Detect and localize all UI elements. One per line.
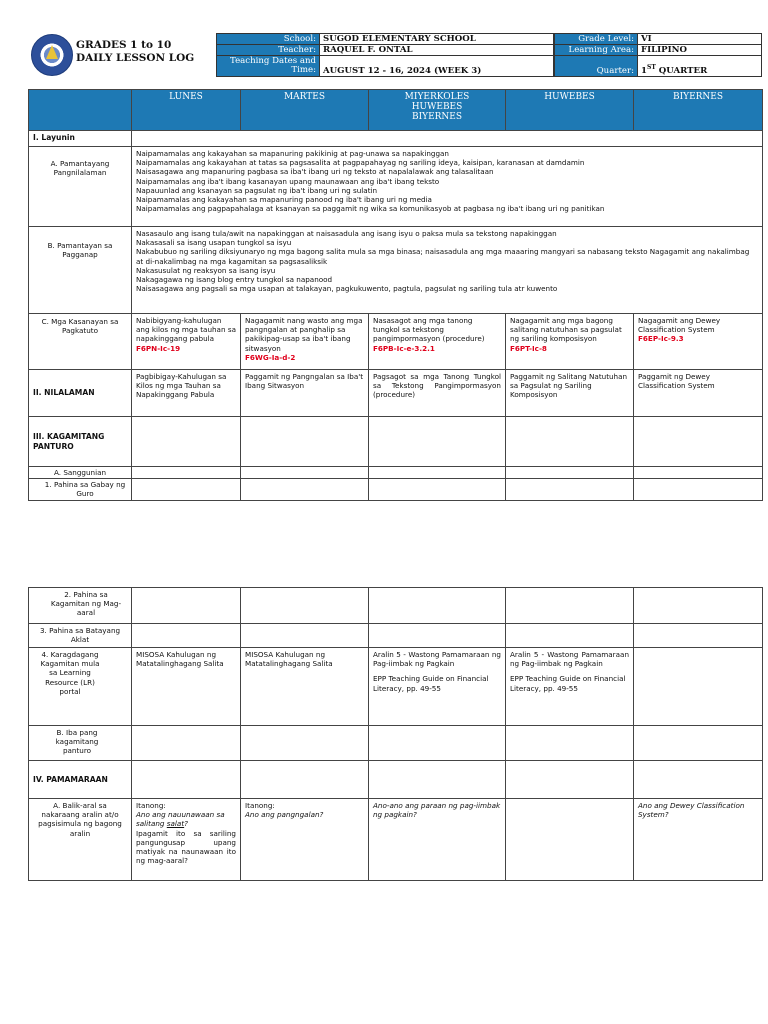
competency-code: F6PT-Ic-8 [510,343,547,353]
competency-code: F6PB-Ic-e-3.2.1 [373,343,435,353]
day-header-martes: MARTES [241,90,369,131]
header-grade-table [554,33,762,77]
pamantayang-line: Naipamamalas ang pagpapahalaga at ksanayan sa paggamit ng wika sa komunikasyob at pagbasa ng iba't ibang uri ng panitikan [136,204,605,214]
lesson-log-header [28,33,762,78]
day-header-huwebes: HUWEBES [506,90,634,131]
kasanayan-martes: Nagagamit nang wasto ang mga pangngalan at panghalip sa pakikipag-usap sa iba't ibang sitwasyon F6WG-Ia-d-2 [241,314,369,370]
pamantayang-line: Naipamamalas ang kakayahan sa mapanuring pakikinig at pag-unawa sa napakinggan [136,149,449,158]
pagganap-line: Nakasasali sa isang usapan tungkol sa isyu [136,238,292,248]
kasanayan-huwebes: Nagagamit ang mga bagong salitang natutuhan sa pagsulat ng sariling komposisyon F6PT-Ic-8 [506,314,634,370]
pagganap-line: Nakasusulat ng reaksyon sa isang isyu [136,265,276,275]
pamantayang-line: Naipamamalas ang kakayahan sa mapanuring panood ng iba't ibang uri ng media [136,195,432,205]
day-header-biyernes: BIYERNES [634,90,763,131]
row-label-kagamitan-mag-aaral: 2. Pahina sa Kagamitan ng Mag-aaral [29,588,132,624]
teacher-value: RAQUEL F. ONTAL [320,45,554,56]
row-label-kasanayan: C. Mga Kasanayan sa Pagkatuto [29,314,132,370]
karagdagang-miyerkoles: Aralin 5 - Wastong Pamamaraan ng Pag-iimbak ng Pagkain EPP Teaching Guide on Financial Literacy, pp. 49-55 [369,648,506,726]
nilalaman-biyernes: Paggamit ng Dewey Classification System [634,370,763,417]
grade-label: Grade Level: [555,34,638,45]
pagganap-line: Nasasaulo ang isang tula/awit na napakinggan at naisasadula ang isang isyu o paksa mula sa tekstong napakinggan [136,229,557,238]
row-label-gabay-guro: 1. Pahina sa Gabay ng Guro [29,479,132,501]
kasanayan-lunes: Nabibigyang-kahulugan ang kilos ng mga tauhan sa napakinggang pabula F6PN-Ic-19 [132,314,241,370]
day-header-miyerkoles: MIYERKOLES HUWEBES BIYERNES [369,90,506,131]
dates-value: AUGUST 12 - 16, 2024 (WEEK 3) [320,56,554,77]
row-label-karagdagang-kagamitan: 4. Karagdagang Kagamitan mula sa Learning Resource (LR) portal [29,648,132,726]
karagdagang-huwebes: Aralin 5 - Wastong Pamamaraan ng Pag-iimbak ng Pagkain EPP Teaching Guide on Financial Literacy, pp. 49-55 [506,648,634,726]
section-kagamitang-panturo: III. KAGAMITANG PANTURO [29,417,132,467]
competency-code: F6PN-Ic-19 [136,343,181,353]
competency-code: F6EP-Ic-9.3 [638,334,684,344]
area-label: Learning Area: [555,45,638,56]
log-title-line2: DAILY LESSON LOG [76,52,195,64]
log-title [76,39,194,65]
school-label: School: [217,34,320,45]
quarter-label: Quarter: [555,56,638,77]
balik-aral-biyernes: Ano ang Dewey Classification System? [634,799,763,881]
balik-aral-martes: Itanong: Ano ang pangngalan? [241,799,369,881]
section-layunin: I. Layunin [29,131,132,147]
grade-value: VI [638,34,762,45]
pamantayang-line: Naisasagawa ang mapanuring pagbasa sa iba't ibang uri ng teksto at napalalawak ang talasalitaan [136,167,494,177]
nilalaman-huwebes: Paggamit ng Salitang Natutuhan sa Pagsulat ng Sariling Komposisyon [506,370,634,417]
lesson-grid-part1 [28,89,763,501]
kasanayan-miyerkoles: Nasasagot ang mga tanong tungkol sa tekstong pangimpormasyon (procedure) F6PB-Ic-e-3.2.1 [369,314,506,370]
row-label-pamantayang: A. Pamantayang Pangnilalaman [29,147,132,227]
pamantayang-content [132,147,763,227]
area-value: FILIPINO [638,45,762,56]
pagganap-line: Nakabubuo ng sariling diksiyunaryo ng mga bagong salita mula sa mga binasa; naisasadula ang mga maaaring mangyari sa nabasang teksto Nagagamit ang nakalimbag at di-nakalimbag na mga kagamitan sa pagsasaliksik [136,247,750,266]
quarter-value: 1ST QUARTER [638,56,762,77]
teacher-label: Teacher: [217,45,320,56]
corner-header [29,90,132,131]
nilalaman-lunes: Pagbibigay-Kahulugan sa Kilos ng mga Tauhan sa Napakinggang Pabula [132,370,241,417]
pagganap-line: Nakagagawa ng isang blog entry tungkol sa napanood [136,275,333,285]
deped-seal-icon [31,34,73,76]
header-info-table [216,33,554,77]
day-header-lunes: LUNES [132,90,241,131]
row-label-sanggunian: A. Sanggunian [29,467,132,479]
row-label-balik-aral: A. Balik-aral sa nakaraang aralin at/o pagsisimula ng bagong aralin [29,799,132,881]
dates-label: Teaching Dates and Time: [217,56,320,77]
school-value: SUGOD ELEMENTARY SCHOOL [320,34,554,45]
pagganap-content [132,227,763,314]
lesson-grid-part2 [28,587,763,881]
balik-aral-miyerkoles: Ano-ano ang paraan ng pag-iimbak ng pagkain? [369,799,506,881]
pagganap-line: Naisasagawa ang pagsali sa mga usapan at talakayan, pagkukuwento, pagtula, pagsulat ng sariling tula atr kuwento [136,284,558,294]
pamantayang-line: Napauunlad ang ksanayan sa pagsulat ng iba't ibang uri ng sulatin [136,185,378,195]
karagdagang-lunes: MISOSA Kahulugan ng Matatalinghagang Salita [132,648,241,726]
log-title-line1: GRADES 1 to 10 [76,39,172,51]
kasanayan-biyernes: Nagagamit ang Dewey Classification System F6EP-Ic-9.3 [634,314,763,370]
competency-code: F6WG-Ia-d-2 [245,352,296,362]
pamantayang-line: Naipamamalas ang kakayahan at tatas sa pagsasalita at pagpapahayag ng sariling ideya, kaisipan, karanasan at damdamin [136,158,585,168]
nilalaman-martes: Paggamit ng Pangngalan sa Iba't Ibang Sitwasyon [241,370,369,417]
row-label-pagganap: B. Pamantayan sa Pagganap [29,227,132,314]
pamantayang-line: Naipamamalas ang iba't ibang kasanayan upang maunawaan ang iba't ibang teksto [136,176,440,186]
karagdagang-martes: MISOSA Kahulugan ng Matatalinghagang Salita [241,648,369,726]
section-nilalaman: II. NILALAMAN [29,370,132,417]
nilalaman-miyerkoles: Pagsagot sa mga Tanong Tungkol sa Tekstong Pangimpormasyon (procedure) [369,370,506,417]
row-label-iba-pang-kagamitan: B. Iba pang kagamitang panturo [29,726,132,761]
section-pamamaraan: IV. PAMAMARAAN [29,761,132,799]
row-label-batayang-aklat: 3. Pahina sa Batayang Aklat [29,624,132,648]
balik-aral-lunes: Itanong: Ano ang nauunawaan sa salitang salat? Ipagamit ito sa sariling pangungusap upang matiyak na naunawaan ito ng mag-aaral? [132,799,241,881]
